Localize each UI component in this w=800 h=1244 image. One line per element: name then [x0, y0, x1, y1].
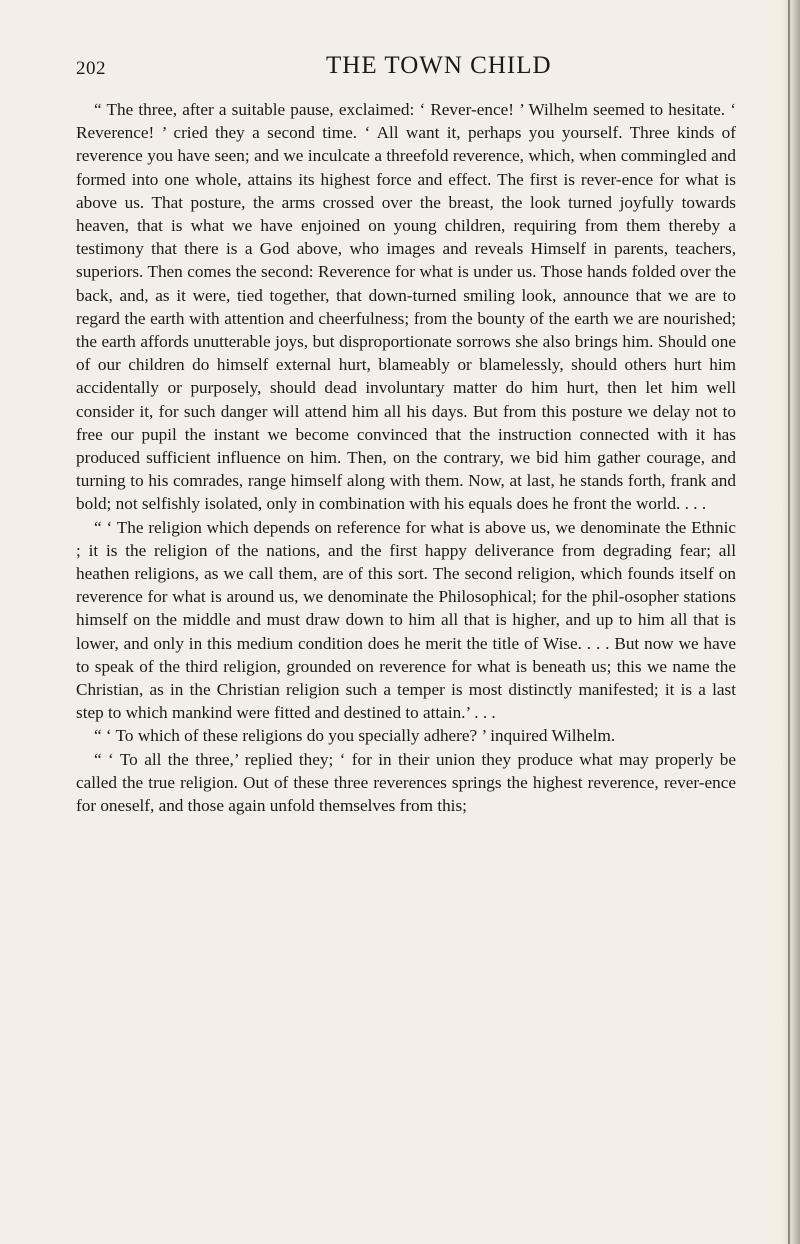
- paragraph: “ ‘ The religion which depends on reference for what is above us, we denominate the Ethnic ; it is the religion of the nations, and the first happy deliverance from degrading fear; all heathen religions, as we call them, are of this sort. The second religion, which founds itself on reverence for what is around us, we denominate the Philosophical; for the phil-osopher stations himself on the middle and must draw down to him all that is higher, and up to him all that is lower, and only in this medium condition does he merit the title of Wise. . . . But now we have to speak of the third religion, grounded on reverence for what is beneath us; this we name the Christian, as in the Christian religion such a temper is most distinctly manifested; it is a last step to which mankind were fitted and destined to attain.’ . . .: [76, 517, 736, 723]
- page-edge-shadow: [782, 0, 800, 1244]
- page-header: [76, 52, 736, 86]
- page-edge-line: [788, 0, 790, 1244]
- paragraph: “ ‘ To all the three,’ replied they; ‘ for in their union they produce what may properly be called the true religion. Out of these three reverences springs the highest reverence, rever-ence for oneself, and those again unfold themselves from this;: [76, 749, 736, 816]
- page-number: 202: [76, 58, 106, 79]
- body-text: [76, 98, 736, 817]
- paragraph: “ ‘ To which of these religions do you specially adhere? ’ inquired Wilhelm.: [94, 726, 616, 746]
- paragraph: “ The three, after a suitable pause, exclaimed: ‘ Rever-ence! ’ Wilhelm seemed to hesitate. ‘ Reverence! ’ cried they a second time. ‘ All want it, perhaps you yourself. Three kinds of reverence you have seen; and we inculcate a threefold reverence, which, when commingled and formed into one whole, attains its highest force and effect. The first is rever-ence for what is above us. That posture, the arms crossed over the breast, the look turned joyfully towards heaven, that is what we have enjoined on young children, requiring from them thereby a testimony that there is a God above, who images and reveals Himself in parents, teachers, superiors. Then comes the second: Reverence for what is under us. Those hands folded over the back, and, as it were, tied together, that down-turned smiling look, announce that we are to regard the earth with attention and cheerfulness; from the bounty of the earth we are nourished; the earth affords unutterable joys, but disproportionate sorrows she also brings him. Should one of our children do himself external hurt, blameably or blamelessly, should others hurt him accidentally or purposely, should dead involuntary matter do him hurt, then let him well consider it, for such danger will attend him all his days. But from this posture we delay not to free our pupil the instant we become convinced that the instruction connected with it has produced sufficient influence on him. Then, on the contrary, we bid him gather courage, and turning to his comrades, range himself along with them. Now, at last, he stands forth, frank and bold; not selfishly isolated, only in combination with his equals does he front the world. . . .: [76, 100, 736, 514]
- running-head: THE TOWN CHILD: [326, 52, 552, 79]
